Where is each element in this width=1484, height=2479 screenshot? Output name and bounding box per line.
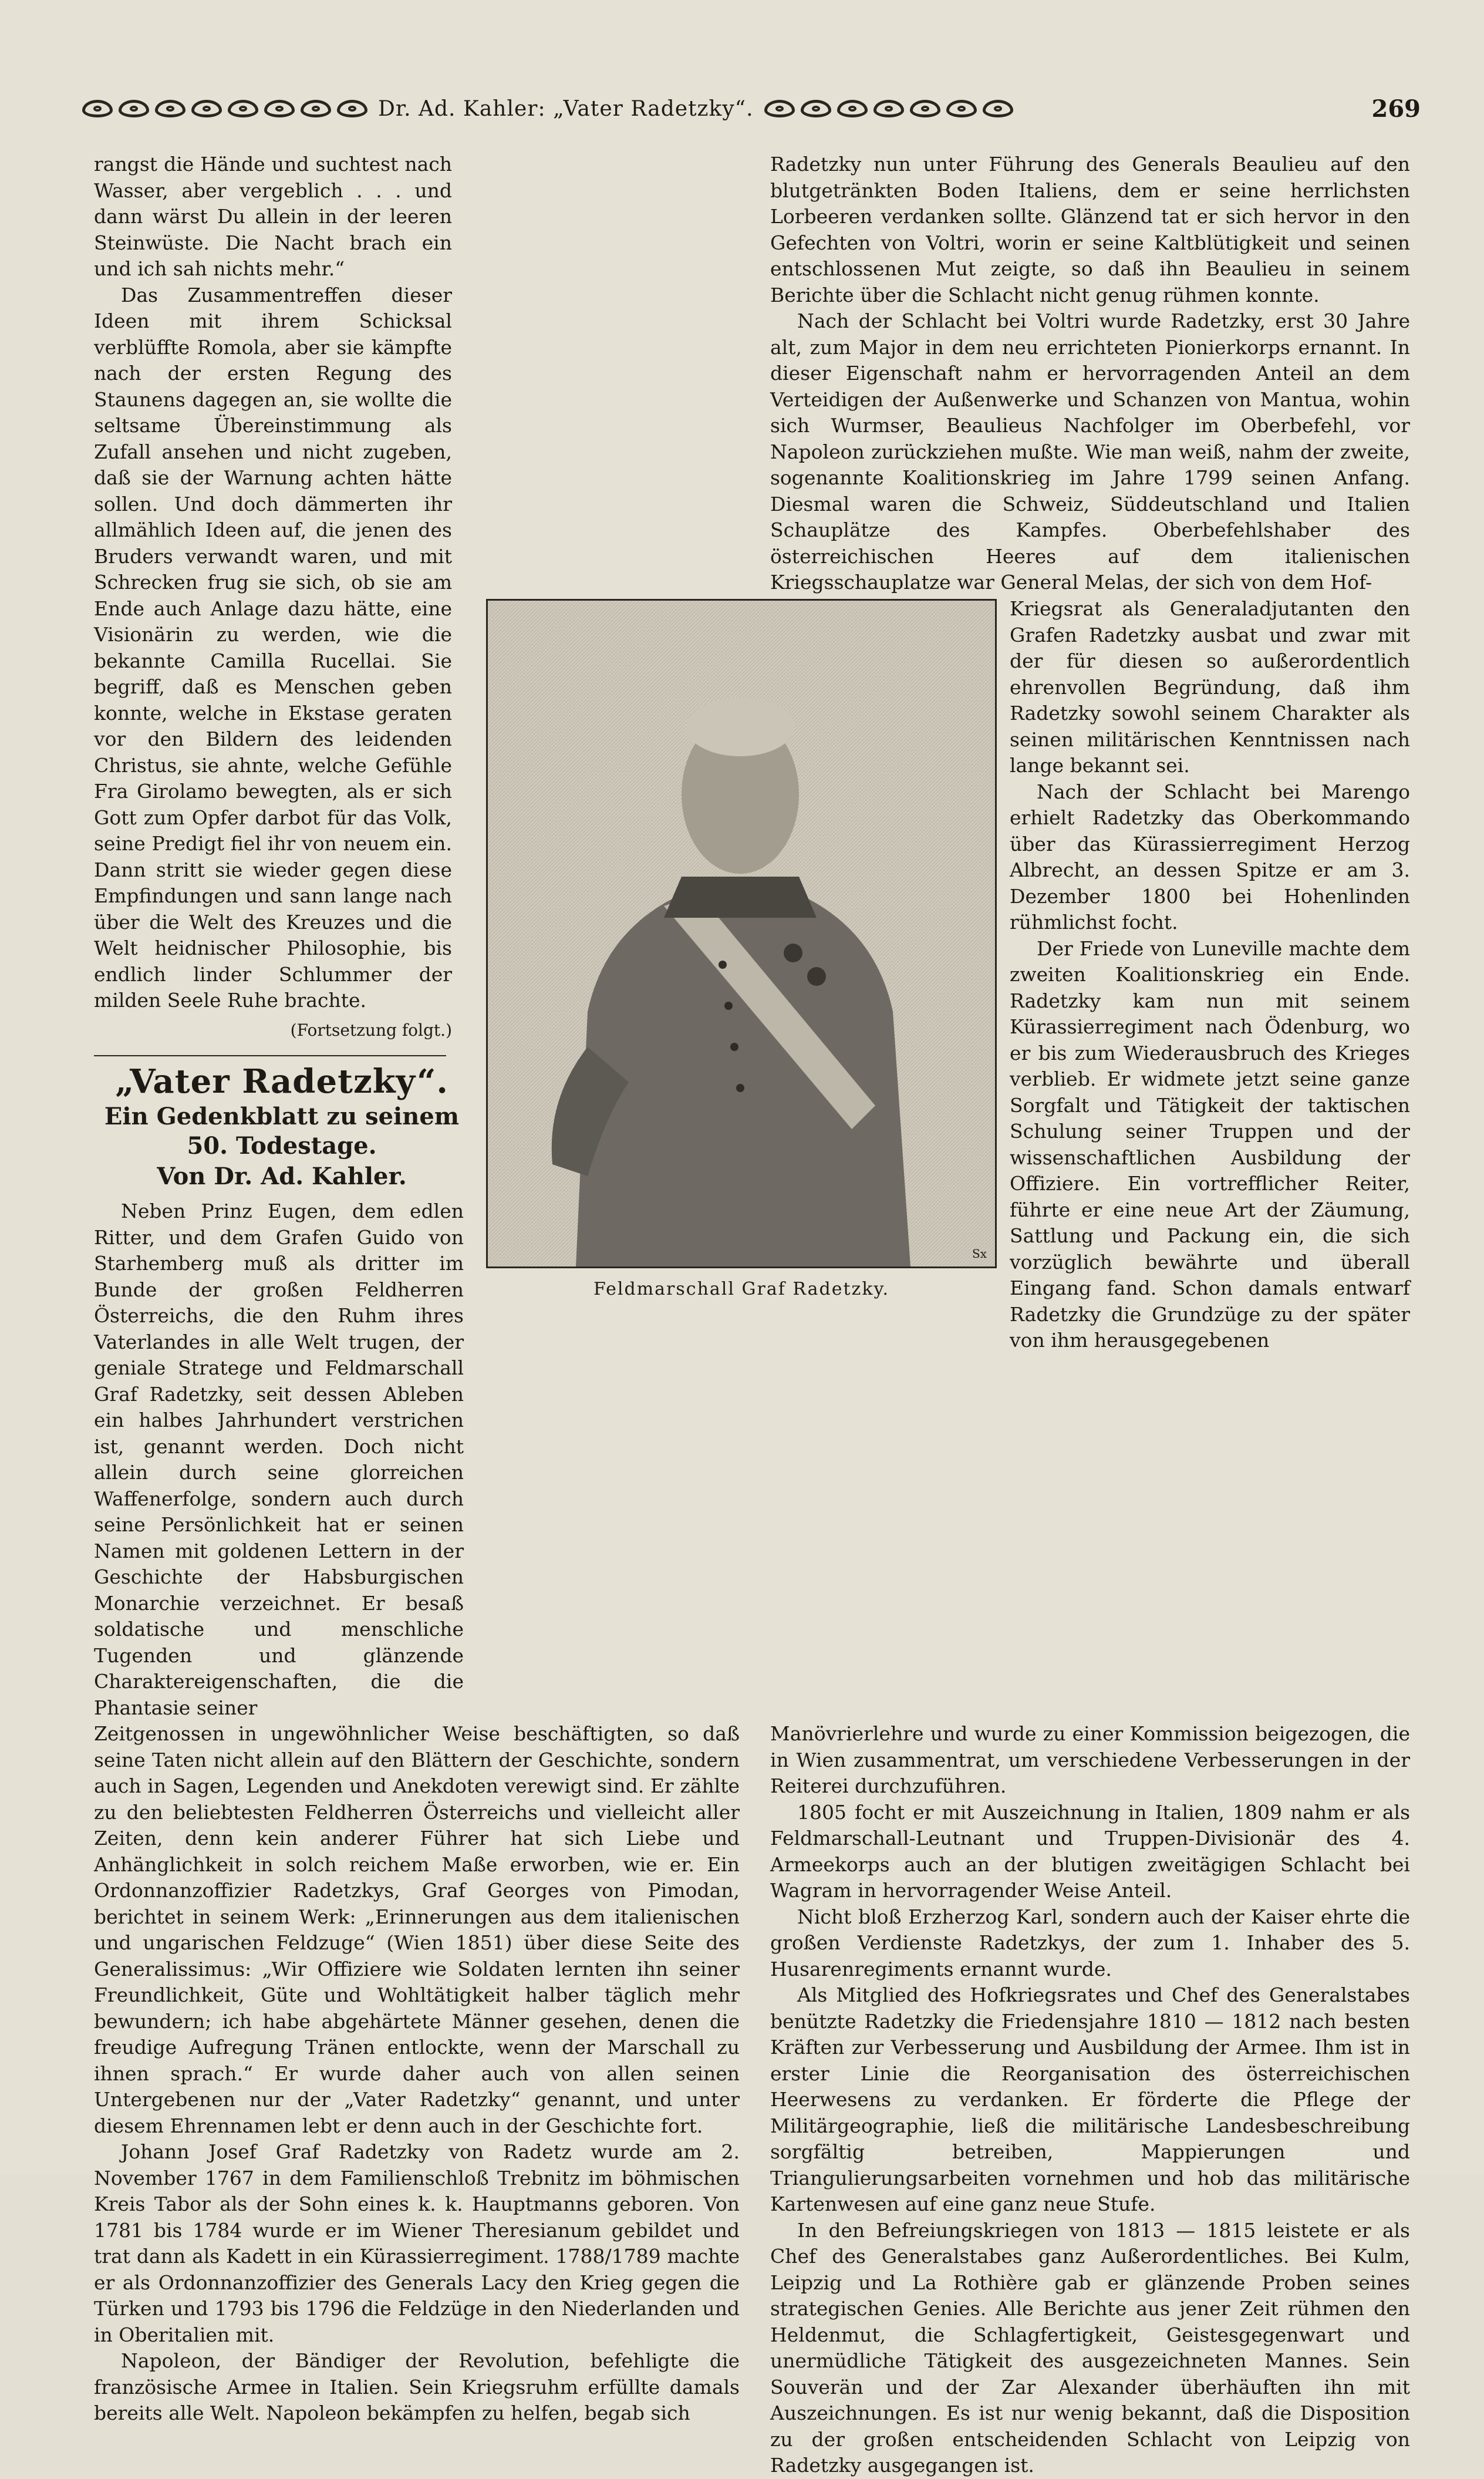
article-subtitle-line1: Ein Gedenkblatt zu seinem: [104, 1103, 460, 1130]
paragraph: Neben Prinz Eugen, dem edlen Ritter, und dem Grafen Guido von Starhemberg muß als dritter im Bunde der großen Feldherren Österreichs, die den Ruhm ihres Vaterlandes in alle Welt trugen, der geniale Stratege und Feldmarschall Graf Radetzky, seit dessen Ableben ein halbes Jahrhundert verstrichen ist, genannt werden. Doch nicht allein durch seine glorreichen Waffenerfolge, sondern auch durch seine Persönlichkeit hat er seinen Namen mit goldenen Lettern in der Geschichte der Habsburgischen Monarchie verzeichnet. Er besaß soldatische und menschliche Tugenden und glänzende Charaktereigenschaften, die die Phantasie seiner: [94, 1200, 464, 1719]
header-ornament-right: [764, 100, 1013, 117]
portrait-image: [486, 599, 997, 1268]
ornament-icon: [301, 100, 331, 117]
ornament-icon: [837, 100, 868, 117]
paragraph: 1805 focht er mit Auszeichnung in Italien, 1809 nahm er als Feldmarschall-Leutnant und Truppen-Divisionär des 4. Armeekorps auch an der blutigen zweitägigen Schlacht bei Wagram in hervorragender Weise Anteil.: [770, 1800, 1410, 1902]
article-intro-column: [94, 1198, 464, 1721]
ornament-icon: [946, 100, 977, 117]
paragraph: Als Mitglied des Hofkriegsrates und Chef des Generalstabes benützte Radetzky die Friedensjahre 1810 — 1812 nach besten Kräften zur Verbesserung und Ausbildung der Armee. Ihm ist in erster Linie die Reorganisation des österreichischen Heerwesens zu verdanken. Er förderte die Pflege der Militärgeographie, ließ die militärische Landesbeschreibung sorgfältig betreiben, Mappierungen und Triangulierungsarbeiten vornehmen und hob das militärische Kartenwesen auf eine ganz neue Stufe.: [770, 1983, 1410, 2215]
portrait-illustration: [488, 601, 995, 1267]
ornament-icon: [228, 100, 258, 117]
paragraph: rangst die Hände und suchtest nach Wasser, aber vergeblich . . . und dann wärst Du allein in der leeren Steinwüste. Die Nacht brach ein und ich sah nichts mehr.“: [94, 153, 452, 280]
article-left-column-bottom: [94, 1721, 740, 2427]
page-number: 269: [1371, 95, 1421, 123]
continued-note: (Fortsetzung folgt.): [290, 1020, 452, 1040]
portrait-caption: Feldmarschall Graf Radetzky.: [593, 1279, 890, 1299]
article-subtitle-line2: 50. Todestage.: [187, 1132, 377, 1160]
article-title: „Vater Radetzky“.: [115, 1062, 448, 1101]
article-right-column-bottom: [770, 1721, 1410, 2479]
ornament-icon: [155, 100, 186, 117]
ornament-icon: [801, 100, 831, 117]
article-right-column-top: [770, 151, 1410, 596]
article-right-column-narrow: [1010, 596, 1410, 1354]
page-header: [82, 88, 1421, 129]
portrait-signature: Sx: [972, 1247, 987, 1261]
ornament-icon: [983, 100, 1013, 117]
paragraph: Der Friede von Luneville machte dem zweiten Koalitionskrieg ein Ende. Radetzky kam nun mit seinem Kürassierregiment nach Ödenburg, wo er bis zum Wiederausbruch des Krieges verblieb. Er widmete jetzt seine ganze Sorgfalt und Tätigkeit der taktischen Schulung seiner Truppen und der wissenschaftlichen Ausbildung der Offiziere. Ein vortrefflicher Reiter, führte er eine neue Art der Zäumung, Sattlung und Packung ein, die sich vorzüglich bewährte und überall Eingang fand. Schon damals entwarf Radetzky die Grundzüge zu der später von ihm herausgegebenen: [1010, 937, 1410, 1352]
paragraph: Kriegsrat als Generaladjutanten den Grafen Radetzky ausbat und zwar mit der für diesen so außerordentlich ehrenvollen Begründung, daß ihm Radetzky sowohl seinem Charakter als seinen militärischen Kenntnissen nach lange bekannt sei.: [1010, 597, 1410, 777]
paragraph: Napoleon, der Bändiger der Revolution, befehligte die französische Armee in Italien. Sein Kriegsruhm erfüllte damals bereits alle Welt. Napoleon bekämpfen zu helfen, begab sich: [94, 2349, 740, 2424]
ornament-icon: [119, 100, 149, 117]
paragraph: Nicht bloß Erzherzog Karl, sondern auch der Kaiser ehrte die großen Verdienste Radetzkys, der zum 1. Inhaber des 5. Husarenregiments ernannt wurde.: [770, 1905, 1410, 1980]
paragraph: Nach der Schlacht bei Voltri wurde Radetzky, erst 30 Jahre alt, zum Major in dem neu errichteten Pionierkorps ernannt. In dieser Eigenschaft nahm er hervorragenden Anteil an dem Verteidigen der Außenwerke und Schanzen von Mantua, wohin sich Wurmser, Beaulieus Nachfolger im Oberbefehl, vor Napoleon zurückziehen mußte. Wie man weiß, nahm der zweite, sogenannte Koalitionskrieg im Jahre 1799 seinen Anfang. Diesmal waren die Schweiz, Süddeutschland und Italien Schauplätze des Kampfes. Oberbefehlshaber des österreichischen Heeres auf dem italienischen Kriegsschauplatze war General Melas, der sich von dem Hof-: [770, 309, 1410, 594]
ornament-icon: [264, 100, 295, 117]
article-heading: [94, 1061, 470, 1193]
ornament-icon: [764, 100, 795, 117]
paragraph: Das Zusammentreffen dieser Ideen mit ihrem Schicksal verblüffte Romola, aber sie kämpfte nach der ersten Regung des Staunens dagegen an, sie wollte die seltsame Übereinstimmung als Zufall ansehen und nicht zugeben, daß sie der Warnung achten hätte sollen. Und doch dämmerten ihr allmählich Ideen auf, die jenen des Bruders verwandt waren, und mit Schrecken frug sie sich, ob sie am Ende auch Anlage dazu hätte, eine Visionärin zu werden, wie die bekannte Camilla Rucellai. Sie begriff, daß es Menschen geben konnte, welche in Ekstase geraten vor den Bildern des leidenden Christus, sie ahnte, welche Gefühle Fra Girolamo bewegten, als er sich Gott zum Opfer darbot für das Volk, seine Predigt fiel ihr von neuem ein. Dann stritt sie wieder gegen diese Empfindungen und sann lange nach über die Welt des Kreuzes und die Welt heidnischer Philosophie, bis endlich linder Schlummer der milden Seele Ruhe brachte.: [94, 283, 452, 1012]
article-author: Von Dr. Ad. Kahler.: [157, 1163, 407, 1190]
ornament-icon: [910, 100, 940, 117]
romola-column: [94, 151, 452, 1043]
paragraph: Radetzky nun unter Führung des Generals Beaulieu auf den blutgetränkten Boden Italiens, dem er seine herrlichsten Lorbeeren verdanken sollte. Glänzend tat er sich hervor in den Gefechten von Voltri, worin er seine Kaltblütigkeit und seinen entschlossenen Mut zeigte, so daß ihn Beaulieu in seinem Berichte über die Schlacht nicht genug rühmen konnte.: [770, 153, 1410, 306]
paragraph: Johann Josef Graf Radetzky von Radetz wurde am 2. November 1767 in dem Familienschloß Trebnitz im böhmischen Kreis Tabor als der Sohn eines k. k. Hauptmanns geboren. Von 1781 bis 1784 wurde er im Wiener Theresianum gebildet und trat dann als Kadett in ein Kürassierregiment. 1788/1789 machte er als Ordonnanzoffizier des Generals Lacy den Krieg gegen die Türken und 1793 bis 1796 die Feldzüge in den Niederlanden und in Oberitalien mit.: [94, 2140, 740, 2346]
ornament-icon: [82, 100, 113, 117]
running-head: Dr. Ad. Kahler: „Vater Radetzky“.: [378, 96, 754, 121]
header-ornament-left: [82, 100, 367, 117]
paragraph: In den Befreiungskriegen von 1813 — 1815 leistete er als Chef des Generalstabes ganz Außerordentliches. Bei Kulm, Leipzig und La Rothière gab er glänzende Proben seines strategischen Genies. Alle Berichte aus jener Zeit rühmen den Heldenmut, die Schlagfertigkeit, Geistesgegenwart und unermüdliche Tätigkeit des ausgezeichneten Mannes. Sein Souverän und der Zar Alexander überhäuften ihn mit Auszeichnungen. Es ist nur wenig bekannt, daß die Disposition zu der großen entscheidenden Schlacht von Leipzig von Radetzky ausgegangen ist.: [770, 2218, 1410, 2477]
ornament-icon: [873, 100, 904, 117]
article-divider: [94, 1055, 446, 1056]
ornament-icon: [191, 100, 222, 117]
paragraph: Manövrierlehre und wurde zu einer Kommission beigezogen, die in Wien zusammentrat, um verschiedene Verbesserungen in der Reiterei durchzuführen.: [770, 1722, 1410, 1797]
paragraph: Zeitgenossen in ungewöhnlicher Weise beschäftigten, so daß seine Taten nicht allein auf den Blättern der Geschichte, sondern auch in Sagen, Legenden und Anekdoten verewigt sind. Er zählte zu den beliebtesten Feldherren Österreichs und vielleicht aller Zeiten, denn kein anderer Führer hat sich Liebe und Anhänglichkeit in solch reichem Maße erworben, wie er. Ein Ordonnanzoffizier Radetzkys, Graf Georges von Pimodan, berichtet in seinem Werk: „Erinnerungen aus dem italienischen und ungarischen Feldzuge“ (Wien 1851) über diese Seite des Generalissimus: „Wir Offiziere wie Soldaten lernten ihn seiner Freundlichkeit, Güte und Wohltätigkeit halber täglich mehr bewundern; ich habe abgehärtete Männer gesehen, denen die freudige Aufregung Tränen entlockte, wenn der Marschall zu ihnen sprach.“ Er wurde daher auch von allen seinen Untergebenen nur der „Vater Radetzky“ genannt, und unter diesem Ehrennamen lebt er denn auch in der Geschichte fort.: [94, 1722, 740, 2137]
ornament-icon: [337, 100, 367, 117]
paragraph: Nach der Schlacht bei Marengo erhielt Radetzky das Oberkommando über das Kürassierregiment Herzog Albrecht, an dessen Spitze er am 3. Dezember 1800 bei Hohenlinden rühmlichst focht.: [1010, 780, 1410, 934]
